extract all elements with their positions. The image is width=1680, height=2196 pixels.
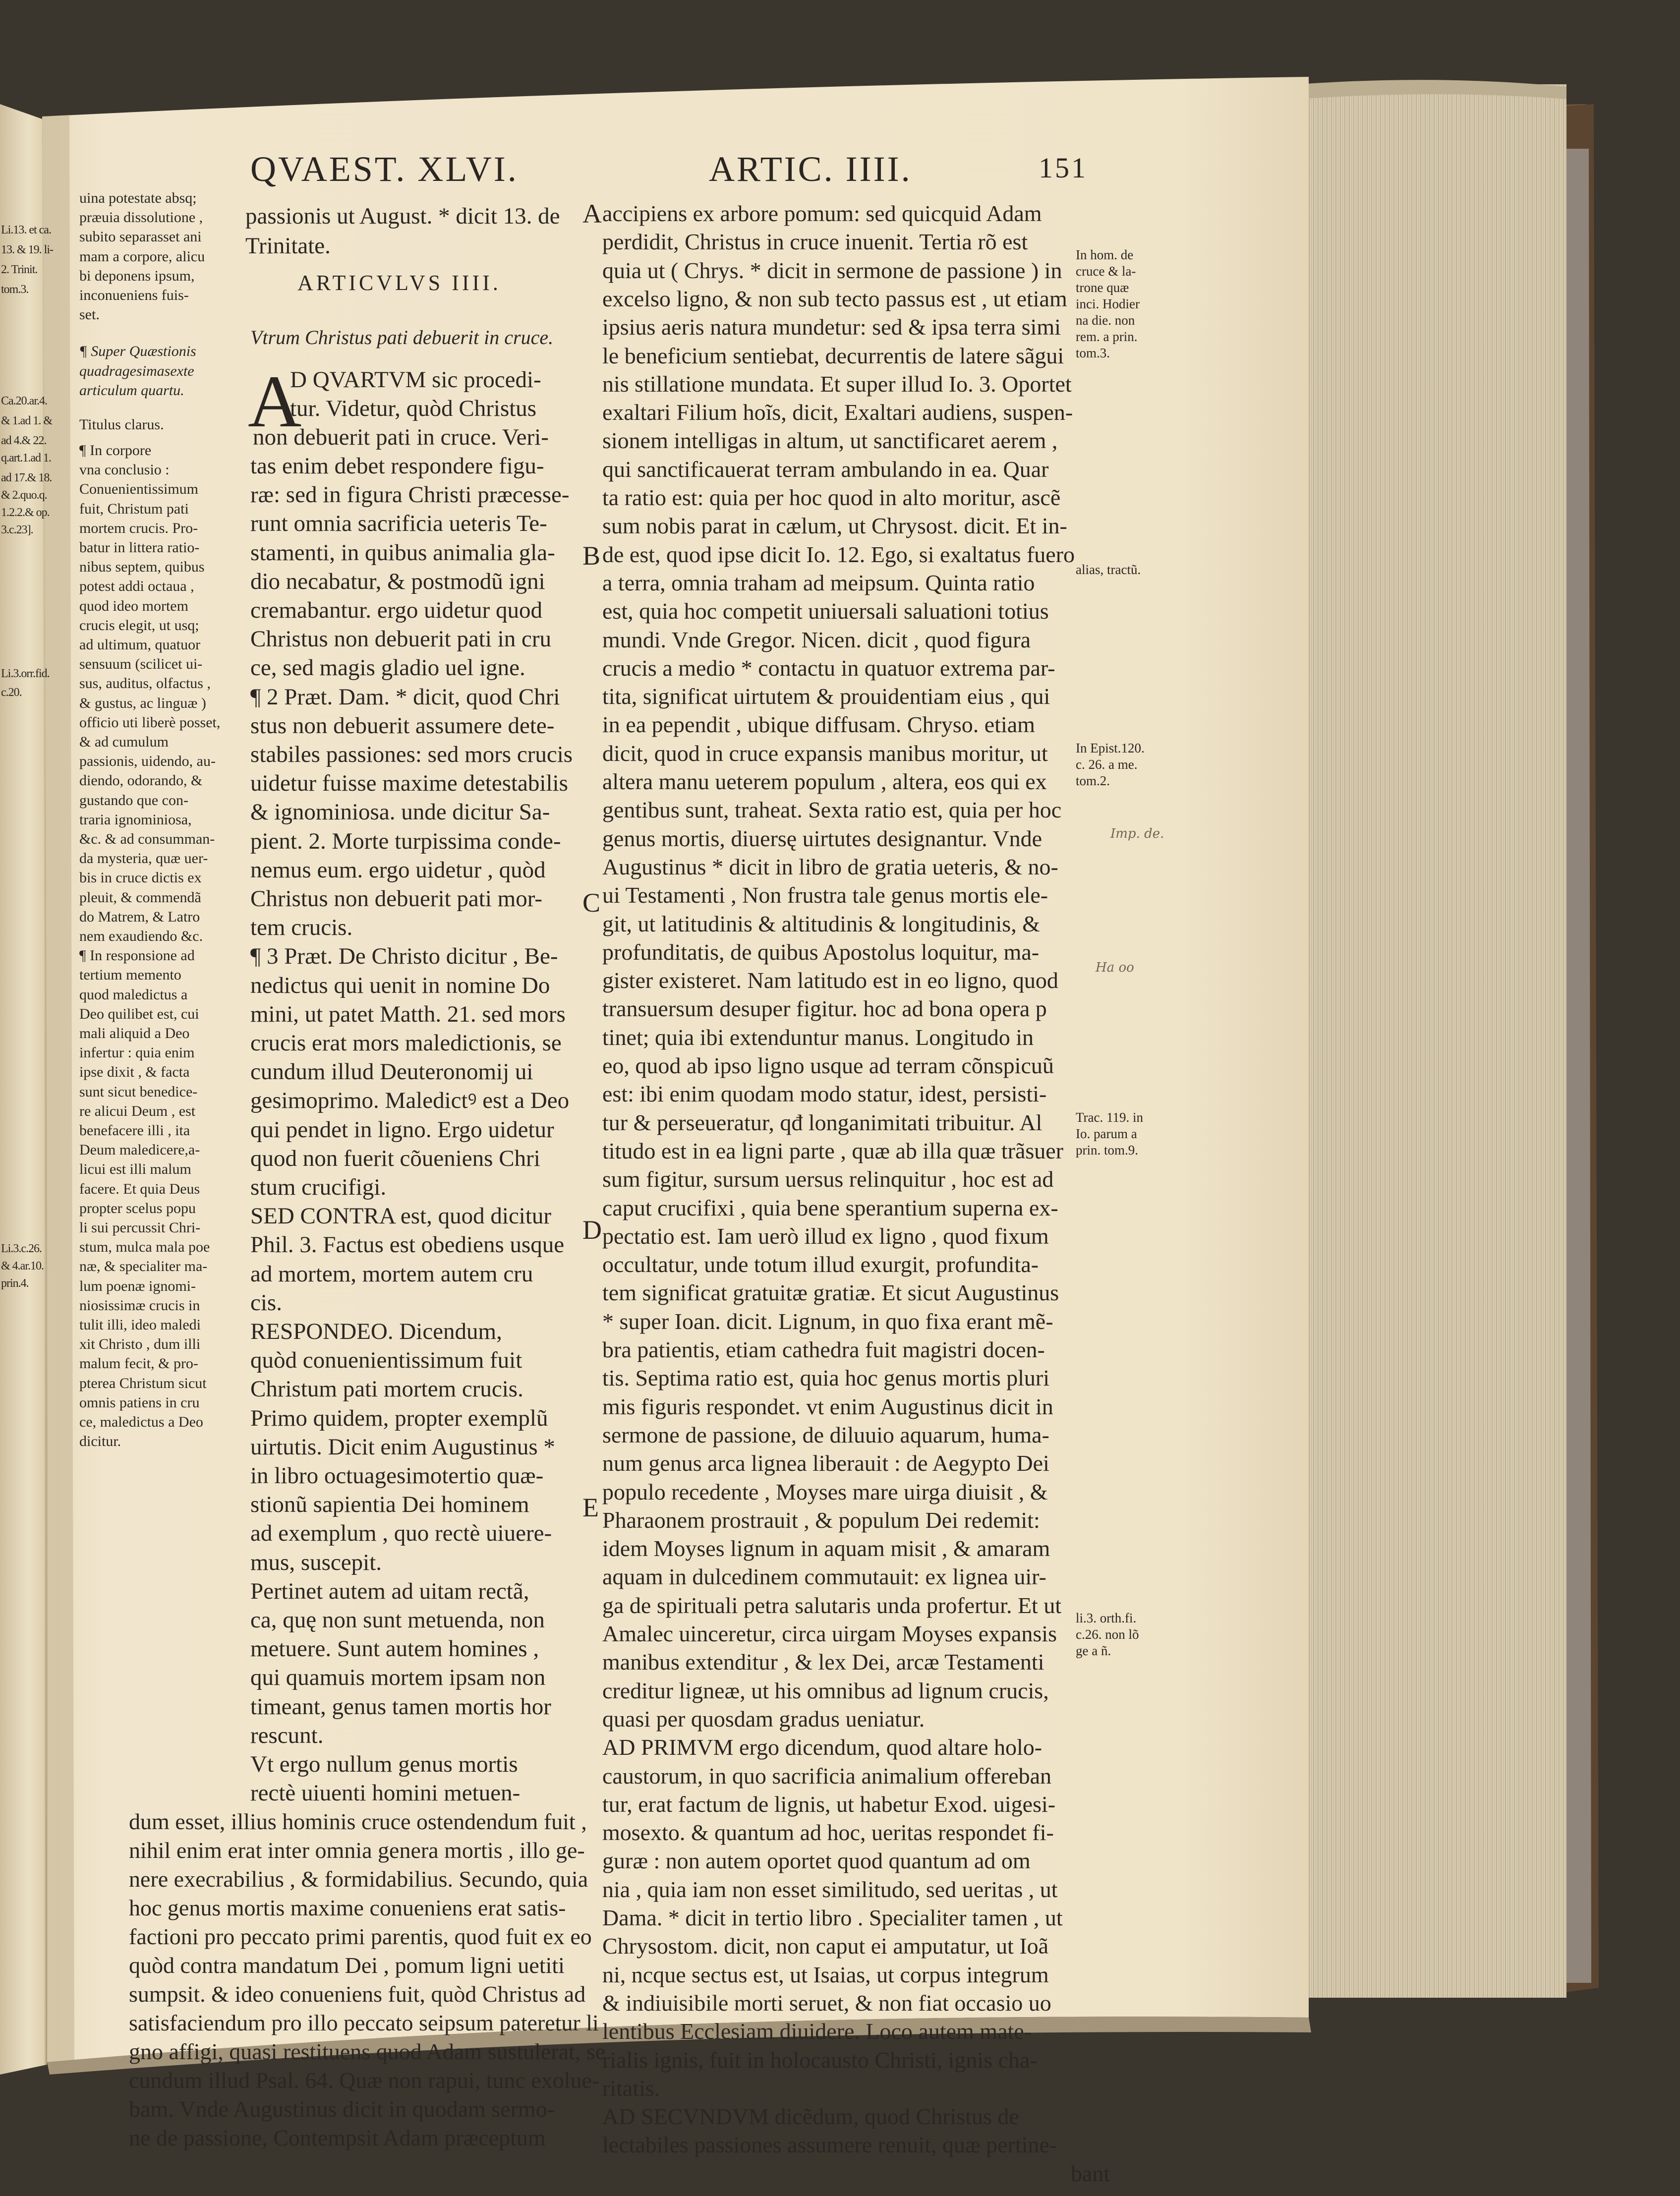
commentary-line: sus, auditus, olfactus , (79, 675, 211, 692)
text-line: lectabiles passiones assumere renuit, quæ pertine- (602, 2132, 1057, 2158)
text-line: accipiens ex arbore pomum: sed quicquid Adam (602, 201, 1042, 226)
text-line: nis stillatione mundata. Et super illud Io. 3. Oportet (602, 371, 1072, 397)
margin-note: rem. a prin. (1076, 329, 1138, 344)
commentary-line: diendo, odorando, & (79, 772, 203, 789)
margin-reference: Li.13. et ca. (1, 224, 51, 236)
text-line: AD PRIMVM ergo dicendum, quod altare holo- (602, 1734, 1043, 1760)
commentary-line: Conuenientissimum (79, 481, 198, 498)
text-line: tinet; quia ibi extenduntur manus. Longitudo in (602, 1024, 1034, 1050)
text-line: ca, quę non sunt metuenda, non (250, 1607, 545, 1633)
text-line: manibus extenditur , & lex Dei, arcæ Testamenti (602, 1649, 1044, 1675)
margin-reference: ad 17.& 18. (1, 471, 52, 484)
text-line: stionũ sapientia Dei hominem (250, 1492, 529, 1518)
text-line: rescunt. (250, 1722, 324, 1748)
text-line: Augustinus * dicit in libro de gratia ueteris, & no- (602, 854, 1058, 879)
commentary-line: potest addi octaua , (79, 578, 194, 595)
text-line: uirtutis. Dicit enim Augustinus * (250, 1434, 555, 1460)
text-line: pectatio est. Iam uerò illud ex ligno , quod fixum (602, 1223, 1049, 1249)
commentary-line: ¶ Super Quæstionis (79, 343, 196, 360)
text-line: crucis erat mors maledictionis, se (250, 1030, 562, 1056)
text-line: in libro octuagesimotertio quæ- (250, 1463, 544, 1489)
commentary-line: licui est illi malum (79, 1161, 191, 1178)
margin-reference: prin.4. (1, 1277, 29, 1290)
commentary-line: bis in cruce dictis ex (79, 869, 202, 886)
text-line: stum crucifigi. (250, 1174, 387, 1200)
text-line: tur. Videtur, quòd Christus (290, 396, 537, 421)
margin-note: Io. parum a (1076, 1126, 1137, 1141)
text-line: genus mortis, diuersę uirtutes designantur. Vnde (602, 825, 1043, 851)
text-line: Christum pati mortem crucis. (250, 1376, 523, 1402)
text-line: non debuerit pati in cruce. Veri- (253, 424, 549, 450)
margin-reference: ad 4.& 22. (1, 434, 47, 447)
commentary-line: vna conclusio : (79, 462, 170, 478)
text-line: creditur ligneæ, ut his omnibus ad lignum crucis, (602, 1677, 1049, 1703)
text-line: tur & perseueratur, qđ longanimitati tribuitur. Al (602, 1109, 1043, 1135)
commentary-line: subito separasset ani (79, 229, 202, 245)
text-line: aquam in dulcedinem commutauit: ex lignea uir- (602, 1564, 1046, 1590)
text-line: guræ : non autem oportet quod quantum ad om (602, 1848, 1031, 1874)
commentary-line: Deum maledicere,a- (79, 1142, 200, 1158)
text-line: sum nobis parat in cælum, ut Chrysost. dicit. Et in- (602, 513, 1067, 539)
text-line: nemus eum. ergo uidetur , quòd (250, 857, 546, 883)
section-letter: D (582, 1215, 602, 1245)
commentary-line: præuia dissolutione , (79, 209, 203, 226)
text-line: cremabantur. ergo uidetur quod (250, 597, 543, 623)
text-line: de est, quod ipse dicit Io. 12. Ego, si exaltatus fuero (602, 541, 1075, 567)
text-line: transuersum desuper figitur. hoc ad bona opera p (602, 996, 1047, 1022)
text-line: ad exemplum , quo rectè uiuere- (250, 1520, 552, 1547)
commentary-line: crucis elegit, ut usq; (79, 617, 199, 634)
commentary-line: Deo quilibet est, cui (79, 1005, 199, 1022)
text-line: populo recedente , Moyses mare uirga diuisit , & (602, 1479, 1048, 1504)
commentary-line: quadragesimasexte (79, 362, 194, 379)
commentary-line: niosissimæ crucis in (79, 1297, 200, 1314)
text-line: Primo quidem, propter exemplũ (250, 1405, 548, 1431)
margin-reference: Li.3.c.26. (1, 1242, 42, 1255)
commentary-line: passionis, uidendo, au- (79, 753, 216, 770)
text-line: AD SECVNDVM dicẽdum, quod Christus de (602, 2104, 1019, 2130)
text-line: ipsius aeris natura mundetur: sed & ipsa terra simi (602, 314, 1061, 340)
text-line: tas enim debet respondere figu- (250, 453, 544, 479)
commentary-line: tertium memento (79, 967, 181, 983)
text-line: est: ibi enim quodam modo statur, idest, persisti- (602, 1081, 1047, 1107)
commentary-line: &c. & ad consumman- (79, 831, 215, 847)
text-line: tem significat gratuitæ gratiæ. Et sicut Augustinus (602, 1280, 1059, 1306)
commentary-line: gustando que con- (79, 792, 188, 809)
text-line: RESPONDEO. Dicendum, (250, 1319, 502, 1344)
text-line: mosexto. & quantum ad hoc, ueritas respondet fi- (602, 1820, 1054, 1846)
commentary-line: re alicui Deum , est (79, 1102, 196, 1119)
text-line: ta ratio est: quia per hoc quod in alto moritur, ascẽ (602, 485, 1061, 510)
text-line: qui quamuis mortem ipsam non (250, 1665, 546, 1691)
text-line: gentibus sunt, traheat. Sexta ratio est, quia per hoc (602, 797, 1062, 823)
text-line: Chrysostom. dicit, non caput ei amputatur, ut Ioã (602, 1933, 1049, 1959)
margin-reference: & 4.ar.10. (1, 1260, 44, 1272)
text-line: Trinitate. (245, 233, 331, 259)
text-line: pient. 2. Morte turpissima conde- (250, 828, 561, 854)
text-line: timeant, genus tamen mortis hor (250, 1693, 551, 1720)
commentary-line: næ, & specialiter ma- (79, 1258, 208, 1275)
commentary-line: nibus septem, quibus (79, 559, 205, 576)
commentary-line: infertur : quia enim (79, 1044, 195, 1061)
drop-cap: A (248, 360, 302, 443)
text-line: sermone de passione, de diluuio aquarum, huma- (602, 1422, 1049, 1447)
text-line: caustorum, in quo sacrificia animalium offereban (602, 1763, 1052, 1789)
text-line: num genus arca lignea liberauit : de Aegypto Dei (602, 1450, 1049, 1476)
commentary-line: xit Christo , dum illi (79, 1336, 201, 1353)
article-header: ARTIC. IIII. (709, 149, 912, 189)
margin-note: c.26. non lõ (1076, 1627, 1139, 1642)
section-letter: C (582, 888, 601, 918)
article-question: Vtrum Christus pati debuerit in cruce. (250, 326, 554, 348)
text-line: dio necabatur, & postmodũ igni (250, 568, 545, 594)
margin-reference: q.art.1.ad 1. (1, 452, 51, 464)
margin-reference: & 1.ad 1. & (1, 414, 52, 427)
text-line: cis. (250, 1289, 282, 1316)
text-line: satisfaciendum pro illo peccato seipsum pateretur li (129, 2010, 599, 2036)
text-line: nere execrabilius , & formidabilius. Secundo, quia (129, 1866, 588, 1892)
text-line: mus, suscepit. (250, 1549, 382, 1575)
text-line: tem crucis. (250, 915, 353, 941)
text-line: ¶ 2 Præt. Dam. * dicit, quod Chri (250, 684, 560, 710)
text-line: quod non fuerit cõueniens Chri (250, 1145, 540, 1171)
commentary-line: dicitur. (79, 1433, 121, 1450)
text-line: rectè uiuenti homini metuen- (250, 1780, 521, 1806)
text-line: quia ut ( Chrys. * dicit in sermone de passione ) in (602, 257, 1062, 283)
margin-note: tom.3. (1076, 346, 1110, 360)
commentary-line: ad ultimum, quatuor (79, 636, 201, 653)
text-line: ce, sed magis gladio uel igne. (250, 655, 525, 681)
text-line: quòd contra mandatum Dei , pomum ligni uetiti (129, 1953, 565, 1978)
margin-note: c. 26. a me. (1076, 757, 1138, 772)
commentary-line: stum, mulca mala poe (79, 1239, 210, 1256)
text-line: titudo est in ea ligni parte , quæ ab illa quæ trãsuer (602, 1138, 1064, 1163)
commentary-line: pterea Christum sicut (79, 1375, 207, 1391)
commentary-line: facere. Et quia Deus (79, 1180, 200, 1197)
text-line: in ea pependit , ubique diffusam. Chryso. etiam (602, 712, 1035, 738)
text-line: Vt ergo nullum genus mortis (250, 1751, 518, 1777)
margin-note: tom.2. (1076, 773, 1110, 788)
text-line: git, ut latitudinis & altitudinis & longitudinis, & (602, 911, 1040, 936)
text-line: quasi per quosdam gradus ueniatur. (602, 1706, 925, 1732)
commentary-line: sensuum (scilicet ui- (79, 656, 203, 673)
text-line: & ignominiosa. unde dicitur Sa- (250, 799, 550, 825)
text-line: ne de passione, Contempsit Adam præceptum (129, 2125, 546, 2151)
text-line: mini, ut patet Matth. 21. sed mors (250, 1001, 566, 1027)
margin-note: na die. non (1076, 313, 1135, 328)
margin-note: li.3. orth.fi. (1076, 1611, 1137, 1625)
margin-reference: & 2.quo.q. (1, 489, 47, 502)
commentary-line: batur in littera ratio- (79, 539, 200, 556)
commentary-line: propter scelus popu (79, 1200, 196, 1216)
faint-annotation: Ha oo (1096, 960, 1134, 975)
commentary-line: omnis patiens in cru (79, 1394, 200, 1411)
text-line: bant (1071, 2160, 1110, 2186)
text-line: passionis ut August. * dicit 13. de (245, 203, 560, 229)
text-line: Pertinet autem ad uitam rectã, (250, 1578, 529, 1604)
text-line: Amalec uinceretur, circa uirgam Moyses expansis (602, 1621, 1057, 1646)
commentary-line: ¶ In corpore (79, 442, 152, 459)
margin-note: prin. tom.9. (1076, 1143, 1138, 1157)
commentary-line: nem exaudiendo &c. (79, 928, 203, 944)
commentary-line: pleuit, & commendã (79, 889, 201, 906)
text-line: crucis a medio * contactu in quatuor extrema par- (602, 655, 1055, 681)
commentary-line: mam a corpore, alicu (79, 248, 205, 265)
commentary-line: malum fecit, & pro- (79, 1355, 198, 1372)
text-line: cundum illud Psal. 64. Quæ non rapui, tunc exolue- (129, 2068, 600, 2093)
commentary-line: fuit, Christum pati (79, 500, 189, 517)
text-line: Christus non debuerit pati in cru (250, 626, 551, 652)
text-line: tur, erat factum de lignis, ut habetur Exod. uigesi- (602, 1791, 1056, 1817)
text-line: ga de spirituali petra salutaris unda profertur. Et ut (602, 1592, 1062, 1618)
text-line: dum esset, illius hominis cruce ostendendum fuit , (129, 1809, 587, 1835)
text-line: mundi. Vnde Gregor. Nicen. dicit , quod figura (602, 627, 1031, 652)
text-line: ¶ 3 Præt. De Christo dicitur , Be- (250, 943, 558, 970)
commentary-line: benefacere illi , ita (79, 1122, 190, 1139)
commentary-line: Titulus clarus. (79, 416, 164, 433)
text-line: qui pendet in ligno. Ergo uidetur (250, 1116, 554, 1143)
margin-reference: 1.2.2.& op. (1, 506, 50, 519)
text-line: Christus non debuerit pati mor- (250, 886, 543, 912)
text-line: tita, significat uirtutem & prouidentiam eius , qui (602, 684, 1050, 709)
margin-note: In Epist.120. (1076, 741, 1145, 755)
margin-note: alias, tractũ. (1076, 562, 1141, 577)
commentary-line: ¶ In responsione ad (79, 947, 195, 964)
text-line: & indiuisibile morti seruet, & non fiat occasio uo (602, 1990, 1051, 2016)
text-line: runt omnia sacrificia ueteris Te- (250, 511, 547, 537)
commentary-line: do Matrem, & Latro (79, 908, 200, 925)
text-line: stabiles passiones: sed mors crucis (250, 742, 573, 767)
text-line: idem Moyses lignum in aquam misit , & amaram (602, 1536, 1050, 1561)
text-line: ad mortem, mortem autem cru (250, 1261, 533, 1287)
margin-note: cruce & la- (1076, 264, 1136, 279)
margin-reference: 2. Trinit. (1, 263, 38, 276)
commentary-line: quod maledictus a (79, 986, 188, 1003)
margin-note: Trac. 119. in (1076, 1110, 1144, 1125)
text-line: le beneficium sentiebat, decurrentis de latere sãgui (602, 343, 1064, 368)
section-letter: A (582, 199, 602, 229)
section-letter: E (582, 1493, 599, 1522)
text-line: est, quia hoc competit uniuersali saluationi totius (602, 598, 1049, 624)
commentary-line: bi deponens ipsum, (79, 267, 195, 284)
text-line: bra patientis, etiam cathedra fuit magistri docen- (602, 1337, 1045, 1362)
text-line: lentibus Ecclesiam diuidere. Loco autem mate- (602, 2019, 1032, 2044)
text-line: dicit, quod in cruce expansis manibus moritur, ut (602, 740, 1048, 766)
text-line: tis. Septima ratio est, quia hoc genus mortis pluri (602, 1365, 1049, 1391)
text-line: perdidit, Christus in cruce inuenit. Tertia rõ est (602, 229, 1028, 255)
text-line: eo, quod ab ipso ligno usque ad terram cõnspicuũ (602, 1053, 1054, 1078)
text-line: nedictus qui uenit in nomine Do (250, 972, 550, 998)
text-line: a terra, omnia traham ad meipsum. Quinta ratio (602, 570, 1035, 595)
text-line: caput crucifixi , quia bene sperantium superna ex- (602, 1195, 1058, 1220)
text-line: ritatis. (602, 2075, 660, 2101)
commentary-line: ipse dixit , & facta (79, 1064, 190, 1081)
text-line: D QVARTVM sic procedi- (290, 367, 541, 393)
text-line: cundum illud Deuteronomij ui (250, 1059, 533, 1085)
commentary-line: quod ideo mortem (79, 597, 188, 614)
text-line: quòd conuenientissimum fuit (250, 1347, 522, 1374)
text-line: rialis ignis, fuit in holocausto Christi, ignis cha- (602, 2047, 1038, 2073)
text-line: Pharaonem prostrauit , & populum Dei redemit: (602, 1507, 1040, 1533)
commentary-line: uina potestate absq; (79, 190, 197, 206)
text-line: Phil. 3. Factus est obediens usque (250, 1232, 565, 1258)
text-line: ui Testamenti , Non frustra tale genus mortis ele- (602, 882, 1048, 908)
commentary-line: ce, maledictus a Deo (79, 1414, 203, 1430)
text-line: SED CONTRA est, quod dicitur (250, 1203, 552, 1229)
text-line: metuere. Sunt autem homines , (250, 1636, 539, 1662)
text-line: gister existeret. Nam latitudo est in eo ligno, quod (602, 968, 1058, 993)
page-edges (1299, 84, 1566, 1998)
commentary-line: officio uti liberè posset, (79, 714, 221, 731)
margin-reference: 3.c.23]. (1, 523, 33, 536)
margin-reference: c.20. (1, 686, 22, 699)
margin-reference: Ca.20.ar.4. (1, 395, 47, 407)
margin-reference: 13. & 19. li- (1, 243, 53, 256)
text-line: nia , quia iam non esset similitudo, sed ueritas , ut (602, 1876, 1058, 1902)
commentary-line: set. (79, 306, 100, 323)
commentary-line: li sui percussit Chri- (79, 1219, 201, 1236)
faint-annotation: Imp. de. (1110, 826, 1164, 841)
text-line: * super Ioan. dicit. Lignum, in quo fixa erant mẽ- (602, 1308, 1053, 1334)
text-line: sumpsit. & ideo conueniens fuit, quòd Christus ad (129, 1981, 586, 2007)
margin-note: In hom. de (1076, 247, 1134, 262)
commentary-line: & gustus, ac linguæ ) (79, 694, 206, 711)
running-header: QVAEST. XLVI. (250, 149, 519, 189)
text-line: nihil enim erat inter omnia genera mortis , illo ge- (129, 1838, 585, 1863)
text-line: sum figitur, sursum uersus relinquitur , hoc est ad (602, 1166, 1054, 1192)
commentary-line: & ad cumulum (79, 734, 169, 750)
text-line: gesimoprimo. Maledictꝰ est a Deo (250, 1088, 570, 1114)
commentary-line: lum poenæ ignomi- (79, 1277, 196, 1294)
commentary-line: articulum quartu. (79, 382, 184, 399)
text-line: mis figuris respondet. vt enim Augustinus dicit in (602, 1393, 1053, 1419)
margin-reference: tom.3. (1, 283, 29, 296)
text-line: ni, ncque sectus est, ut Isaias, ut corpus integrum (602, 1962, 1049, 1987)
text-line: bam. Vnde Augustinus dicit in quodam sermo- (129, 2096, 555, 2122)
commentary-line: mortem crucis. Pro- (79, 520, 198, 536)
text-line: ræ: sed in figura Christi præcesse- (250, 482, 570, 508)
text-line: gno affigi, quasi restituens quod Adam sustulerat, se (129, 2039, 606, 2065)
text-line: uidetur fuisse maxime detestabilis (250, 770, 568, 797)
commentary-line: da mysteria, quæ uer- (79, 850, 208, 867)
text-line: qui sanctificauerat terram ambulando in ea. Quar (602, 456, 1049, 482)
text-line: profunditatis, de quibus Apostolus loquitur, ma- (602, 939, 1040, 965)
text-line: Dama. * dicit in tertio libro . Specialiter tamen , ut (602, 1905, 1063, 1930)
text-line: exaltari Filium hoĩs, dicit, Exaltari audiens, suspen- (602, 400, 1073, 425)
commentary-line: sunt sicut benedice- (79, 1083, 198, 1100)
text-line: sionem intelligas in altum, ut sanctificaret aerem , (602, 428, 1058, 454)
text-line: stamenti, in quibus animalia gla- (250, 539, 555, 566)
margin-reference: Li.3.orr.fid. (1, 667, 50, 680)
text-line: hoc genus mortis maxime conueniens erat satis- (129, 1895, 566, 1921)
article-heading: ARTICVLVS IIII. (297, 271, 501, 295)
section-letter: B (582, 541, 601, 571)
margin-note: ge a ñ. (1076, 1643, 1111, 1658)
text-line: altera manu ueterem populum , altera, eos qui ex (602, 769, 1047, 794)
text-line: factioni pro peccato primi parentis, quod fuit ex eo (129, 1924, 592, 1950)
commentary-line: mali aliquid a Deo (79, 1025, 190, 1041)
text-line: excelso ligno, & non sub tecto passus est , ut etiam (602, 286, 1067, 311)
commentary-line: tulit illi, ideo maledi (79, 1317, 201, 1333)
commentary-line: inconueniens fuis- (79, 287, 189, 303)
margin-note: trone quæ (1076, 280, 1129, 295)
commentary-line: traria ignominiosa, (79, 811, 192, 828)
page-number: 151 (1039, 152, 1088, 184)
margin-note: inci. Hodier (1076, 296, 1140, 311)
text-line: occultatur, unde totum illud exurgit, profundita- (602, 1252, 1039, 1277)
text-line: stus non debuerit assumere dete- (250, 712, 555, 739)
